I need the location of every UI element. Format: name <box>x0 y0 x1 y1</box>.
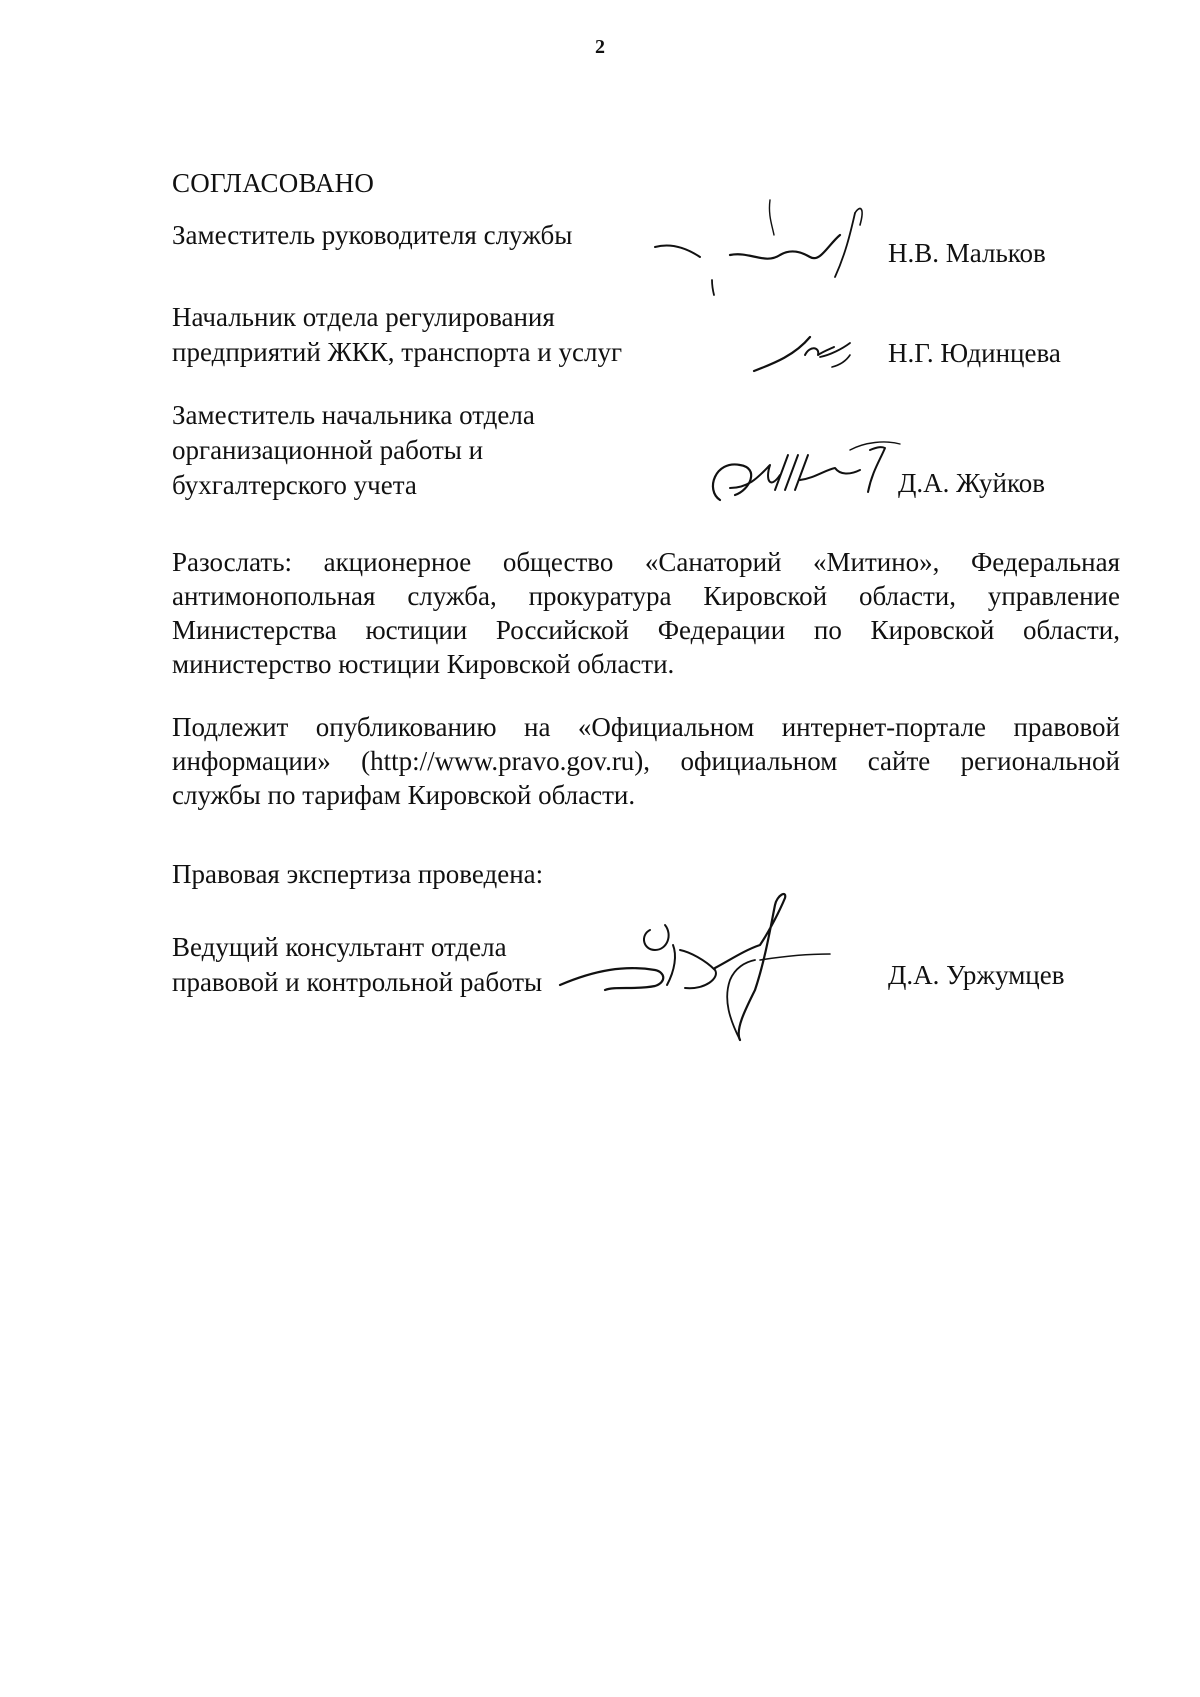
distribution-paragraph: Разослать: акционерное общество «Санаторий «Митино», Федеральная антимонопольная служба, прокуратура Кировской области, управление Министерства юстиции Российской Федерации по Кировской области, министерство юстиции Кировской области. <box>172 547 1120 679</box>
signatory-role-3: Заместитель начальника отдела организационной работы и бухгалтерского учета <box>172 400 535 500</box>
publication-paragraph: Подлежит опубликованию на «Официальном интернет-портале правовой информации» (http://www.pravo.gov.ru), официальном сайте региональной службы по тарифам Кировской области. <box>172 712 1120 810</box>
signature-3 <box>700 430 930 510</box>
legal-reviewer-name: Д.А. Уржумцев <box>888 960 1065 990</box>
page-number: 2 <box>595 36 605 58</box>
signatory-name-1: Н.В. Мальков <box>888 238 1046 268</box>
legal-review-heading: Правовая экспертиза проведена: <box>172 859 544 889</box>
signature-4 <box>555 890 845 1040</box>
signatory-name-3: Д.А. Жуйков <box>898 468 1045 498</box>
signatory-role-1: Заместитель руководителя службы <box>172 220 573 250</box>
signature-1 <box>650 185 900 305</box>
signatory-role-2: Начальник отдела регулирования предприятий ЖКК, транспорта и услуг <box>172 302 623 367</box>
signatory-name-2: Н.Г. Юдинцева <box>888 338 1061 368</box>
signature-2 <box>750 325 860 385</box>
approval-heading: СОГЛАСОВАНО <box>172 168 375 198</box>
legal-reviewer-role: Ведущий консультант отдела правовой и контрольной работы <box>172 932 543 997</box>
